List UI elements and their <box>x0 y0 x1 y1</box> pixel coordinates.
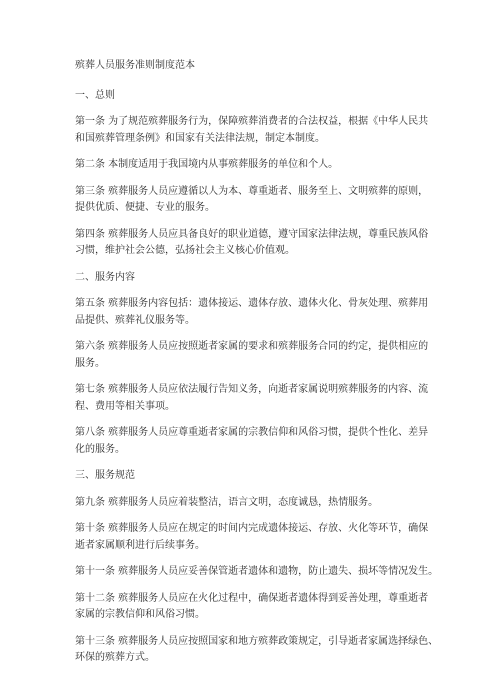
section-heading-service-standards: 三、服务规范 <box>75 470 135 481</box>
article-11: 第十一条 殡葬服务人员应妥善保管逝者遗体和遗物，防止遗失、损坏等情况发生。 <box>75 566 439 577</box>
article-3: 第三条 殡葬服务人员应遵循以人为本、尊重逝者、服务至上、文明殡葬的原则， 提供优质、便捷、专业的服务。 <box>75 185 429 213</box>
article-8: 第八条 殡葬服务人员应尊重逝者家属的宗教信仰和风俗习惯，提供个性化、差异 化的服务。 <box>75 427 429 455</box>
article-6: 第六条 殡葬服务人员应按照逝者家属的要求和殡葬服务合同的约定，提供相应的 服务。 <box>75 341 429 369</box>
document-title: 殡葬人员服务准则制度范本 <box>75 60 195 71</box>
article-4: 第四条 殡葬服务人员应具备良好的职业道德，遵守国家法律法规，尊重民族风俗 习惯，维护社会公德，弘扬社会主义核心价值观。 <box>75 228 429 256</box>
document-body <box>75 58 445 677</box>
section-heading-general: 一、总则 <box>75 89 115 101</box>
section-heading-service-content: 二、服务内容 <box>75 271 135 283</box>
article-7: 第七条 殡葬服务人员应依法履行告知义务，向逝者家属说明殡葬服务的内容、流 程、费用等相关事项。 <box>75 384 429 412</box>
article-10: 第十条 殡葬服务人员应在规定的时间内完成遗体接运、存放、火化等环节，确保 逝者家属顺利进行后续事务。 <box>75 523 429 551</box>
article-2: 第二条 本制度适用于我国境内从事殡葬服务的单位和个人。 <box>75 159 339 170</box>
article-9: 第九条 殡葬服务人员应着装整洁，语言文明，态度诚恳，热情服务。 <box>75 496 379 508</box>
article-1: 第一条 为了规范殡葬服务行为，保障殡葬消费者的合法权益，根据《中华人民共 和国殡葬管理条例》和国家有关法律法规，制定本制度。 <box>75 116 429 144</box>
article-5: 第五条 殡葬服务内容包括：遗体接运、遗体存放、遗体火化、骨灰处理、殡葬用 品提供、殡葬礼仪服务等。 <box>75 298 429 326</box>
article-12: 第十二条 殡葬服务人员应在火化过程中，确保逝者遗体得到妥善处理，尊重逝者 家属的宗教信仰和风俗习惯。 <box>75 592 429 620</box>
article-13: 第十三条 殡葬服务人员应按照国家和地方殡葬政策规定，引导逝者家属选择绿色、 环保的殡葬方式。 <box>75 635 439 663</box>
